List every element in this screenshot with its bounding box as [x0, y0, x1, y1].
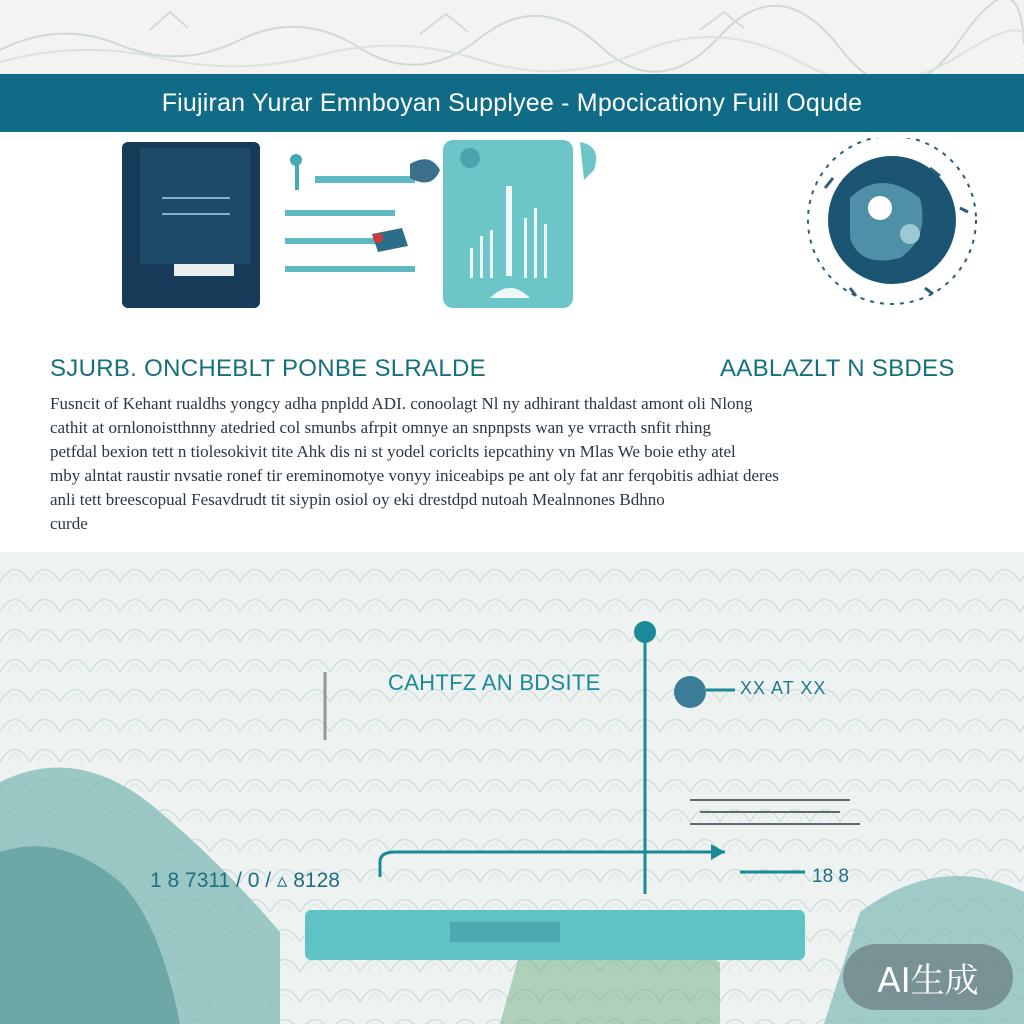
- right-axis-label: 18 8: [812, 866, 849, 887]
- document-panel-icon: [122, 142, 260, 308]
- tool-lines-icon: [285, 154, 440, 272]
- title-bar: [0, 74, 1024, 132]
- section-heading-right: AABLAZLT N SBDES: [720, 355, 955, 382]
- right-annotation: XX AT XX: [740, 678, 827, 698]
- body-line: petfdal bexion tett n tiolesokivit tite Ahk dis ni st yodel coriclts iepcathiny vn Mlas We boie ethy atel: [50, 442, 736, 461]
- ai-generated-badge: AI生成: [843, 944, 1013, 1010]
- body-line: cathit at ornlonoistthnny atedried col smunbs afrpit omnye an snpnpsts wan ye vrracth snfit rhing: [50, 418, 711, 437]
- left-axis-label: 1 8 7311 / 0 / ▵ 8128: [150, 869, 340, 892]
- body-line: curde: [50, 514, 88, 533]
- top-landscape-decoration: [0, 0, 1024, 74]
- body-paragraph: [50, 392, 1000, 536]
- body-line: anli tett breescopual Fesavdrudt tit siypin osiol oy eki drestdpd nutoah Mealnnones Bdhno: [50, 490, 665, 509]
- section-heading: SJURB. ONCHEBLT PONBE SLRALDE: [50, 355, 486, 382]
- phone-chart-icon: [443, 140, 596, 308]
- illustration-row: [110, 138, 1000, 328]
- seal-emblem-icon: [808, 138, 976, 304]
- body-line: mby alntat raustir nvsatie ronef tir ereminomotye vonyy iniceabips pe ant oly fat anr ferqobitis adhiat deres: [50, 466, 779, 485]
- page-title: Fiujiran Yurar Emnboyan Supplyee - Mpocicationy Fuill Oqude: [161, 88, 863, 117]
- chart-title: CAHTFZ AN BDSITE: [388, 670, 601, 695]
- body-line: Fusncit of Kehant rualdhs yongcy adha pnpldd ADI. conoolagt Nl ny adhirant thaldast amont oli Nlong: [50, 394, 753, 413]
